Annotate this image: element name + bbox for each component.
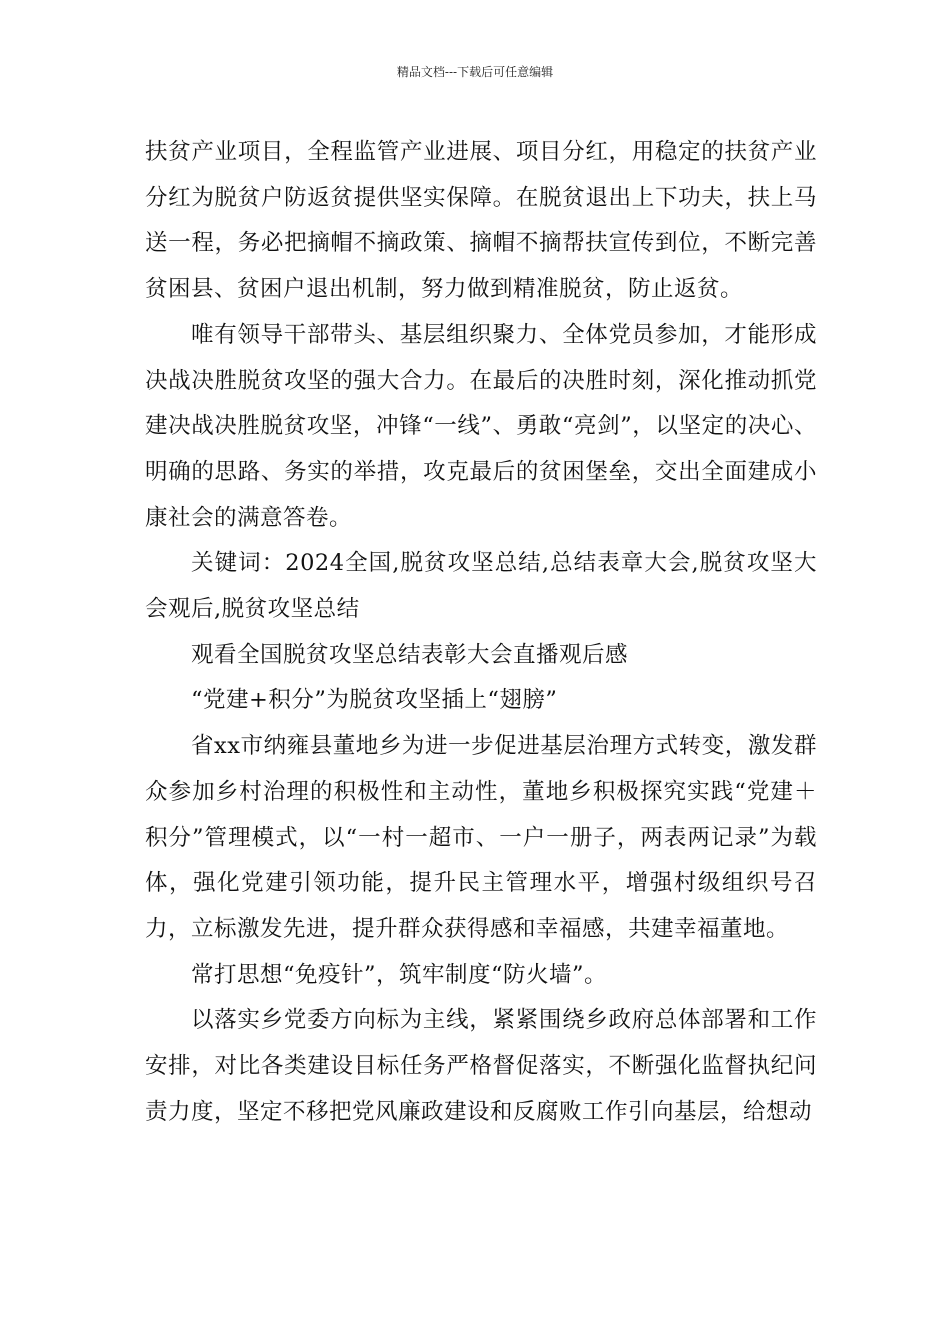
paragraph-heading-vaccine: 常打思想“免疫针”，筑牢制度“防火墙”。 (191, 961, 608, 988)
paragraph-poverty-industry: 扶贫产业项目，全程监管产业进展、项目分红，用稳定的扶贫产业分红为脱贫户防返贫提供坚实保障。在脱贫退出上下功夫，扶上马送一程，务必把摘帽不摘政策、摘帽不摘帮扶宣传到位，不断完善贫困县、贫困户退出机制，努力做到精准脱贫，防止返贫。 (145, 139, 817, 303)
paragraph-supervision: 以落实乡党委方向标为主线，紧紧围绕乡政府总体部署和工作安排，对比各类建设目标任务严格督促落实，不断强化监督执纪问责力度，坚定不移把党风廉政建设和反腐败工作引向基层，给想动 (145, 1007, 817, 1125)
section-subtitle: “党建+积分”为脱贫攻坚插上“翅膀” (191, 687, 558, 714)
document-body (145, 130, 817, 1135)
page-header: 精品文档---下载后可任意编辑 (396, 65, 554, 79)
paragraph-points-model: 省xx市纳雍县董地乡为进一步促进基层治理方式转变，激发群众参加乡村治理的积极性和主动性，董地乡积极探究实践“党建＋积分”管理模式，以“一村一超市、一户一册子，两表两记录”为载体，强化党建引领功能，提升民主管理水平，增强村级组织号召力，立标激发先进，提升群众获得感和幸福感，共建幸福董地。 (145, 733, 817, 942)
paragraph-leadership: 唯有领导干部带头、基层组织聚力、全体党员参加，才能形成决战决胜脱贫攻坚的强大合力。在最后的决胜时刻，深化推动抓党建决战决胜脱贫攻坚，冲锋“一线”、勇敢“亮剑”，以坚定的决心、明确的思路、务实的举措，攻克最后的贫困堡垒，交出全面建成小康社会的满意答卷。 (145, 321, 817, 531)
paragraph-keywords: 关键词：2024全国,脱贫攻坚总结,总结表章大会,脱贫攻坚大会观后,脱贫攻坚总结 (145, 550, 817, 623)
section-title: 观看全国脱贫攻坚总结表彰大会直播观后感 (191, 641, 629, 668)
